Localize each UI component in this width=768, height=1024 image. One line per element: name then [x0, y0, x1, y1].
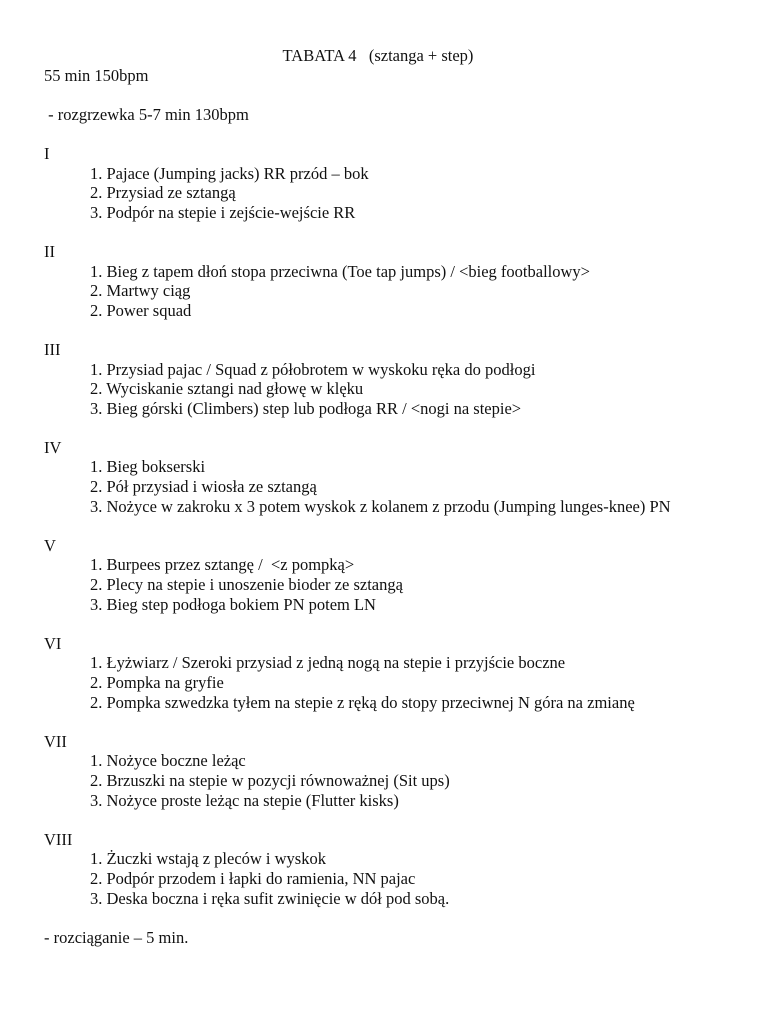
section-label: VI [44, 633, 62, 653]
section-label: I [44, 143, 50, 163]
warmup-line: - rozgrzewka 5-7 min 130bpm [44, 104, 249, 124]
list-item: 1. Pajace (Jumping jacks) RR przód – bok [90, 163, 369, 183]
section-label: VIII [44, 829, 73, 849]
section-6 [44, 634, 744, 712]
section-label: II [44, 241, 55, 261]
list-item: 2. Pompka na gryfie [90, 673, 224, 692]
section-1 [44, 144, 744, 222]
cooldown-line: - rozciąganie – 5 min. [44, 927, 189, 947]
section-label: VII [44, 731, 67, 751]
section-2 [44, 242, 744, 320]
list-item: 1. Bieg bokserski [90, 457, 206, 477]
spacer [44, 320, 744, 340]
list-item: 2. Power squad [90, 300, 192, 320]
list-item: 1. Bieg z tapem dłoń stopa przeciwna (Toe tap jumps) / <bieg footballowy> [90, 261, 590, 281]
document-page [44, 46, 744, 947]
list-item: 2. Podpór przodem i łapki do ramienia, NN pajac [90, 868, 416, 888]
duration-line: 55 min 150bpm [44, 65, 149, 85]
list-item: 3. Bieg step podłoga bokiem PN potem LN [90, 594, 376, 614]
list-item: 2. Martwy ciąg [90, 281, 191, 301]
section-label: V [44, 535, 56, 555]
list-item: 1. Burpees przez sztangę / <z pompką> [90, 555, 355, 575]
spacer [44, 614, 744, 634]
list-item: 2. Pompka szwedzka tyłem na stepie z ręką do stopy przeciwnej N góra na zmianę [90, 692, 635, 712]
section-7 [44, 732, 744, 810]
list-item: 2. Plecy na stepie i unoszenie bioder ze sztangą [90, 575, 403, 595]
list-item: 2. Wyciskanie sztangi nad głowę w klęku [90, 379, 364, 399]
list-item: 1. Żuczki wstają z pleców i wyskok [90, 849, 326, 869]
list-item: 1. Nożyce boczne leżąc [90, 751, 246, 771]
section-label: III [44, 339, 61, 359]
spacer [44, 516, 744, 536]
list-item: 2. Pół przysiad i wiosła ze sztangą [90, 477, 317, 497]
spacer [44, 222, 744, 242]
list-item: 3. Nożyce w zakroku x 3 potem wyskok z kolanem z przodu (Jumping lunges-knee) PN [90, 496, 671, 516]
section-3 [44, 340, 744, 418]
section-8 [44, 830, 744, 908]
list-item: 3. Deska boczna i ręka sufit zwinięcie w dół pod sobą. [90, 888, 450, 908]
spacer [44, 124, 744, 144]
list-item: 1. Przysiad pajac / Squad z półobrotem w wyskoku ręka do podłogi [90, 359, 536, 379]
spacer [44, 712, 744, 732]
list-item: 3. Nożyce proste leżąc na stepie (Flutter kisks) [90, 790, 399, 810]
spacer [44, 418, 744, 438]
spacer [44, 908, 744, 928]
section-label: IV [44, 437, 62, 457]
list-item: 3. Podpór na stepie i zejście-wejście RR [90, 202, 356, 222]
document-title: TABATA 4 (sztanga + step) [282, 46, 474, 65]
list-item: 2. Brzuszki na stepie w pozycji równoważnej (Sit ups) [90, 770, 450, 790]
list-item: 2. Przysiad ze sztangą [90, 183, 236, 203]
section-5 [44, 536, 744, 614]
list-item: 3. Bieg górski (Climbers) step lub podłoga RR / <nogi na stepie> [90, 398, 522, 418]
spacer [44, 85, 744, 105]
section-4 [44, 438, 744, 516]
list-item: 1. Łyżwiarz / Szeroki przysiad z jedną nogą na stepie i przyjście boczne [90, 653, 566, 673]
spacer [44, 810, 744, 830]
